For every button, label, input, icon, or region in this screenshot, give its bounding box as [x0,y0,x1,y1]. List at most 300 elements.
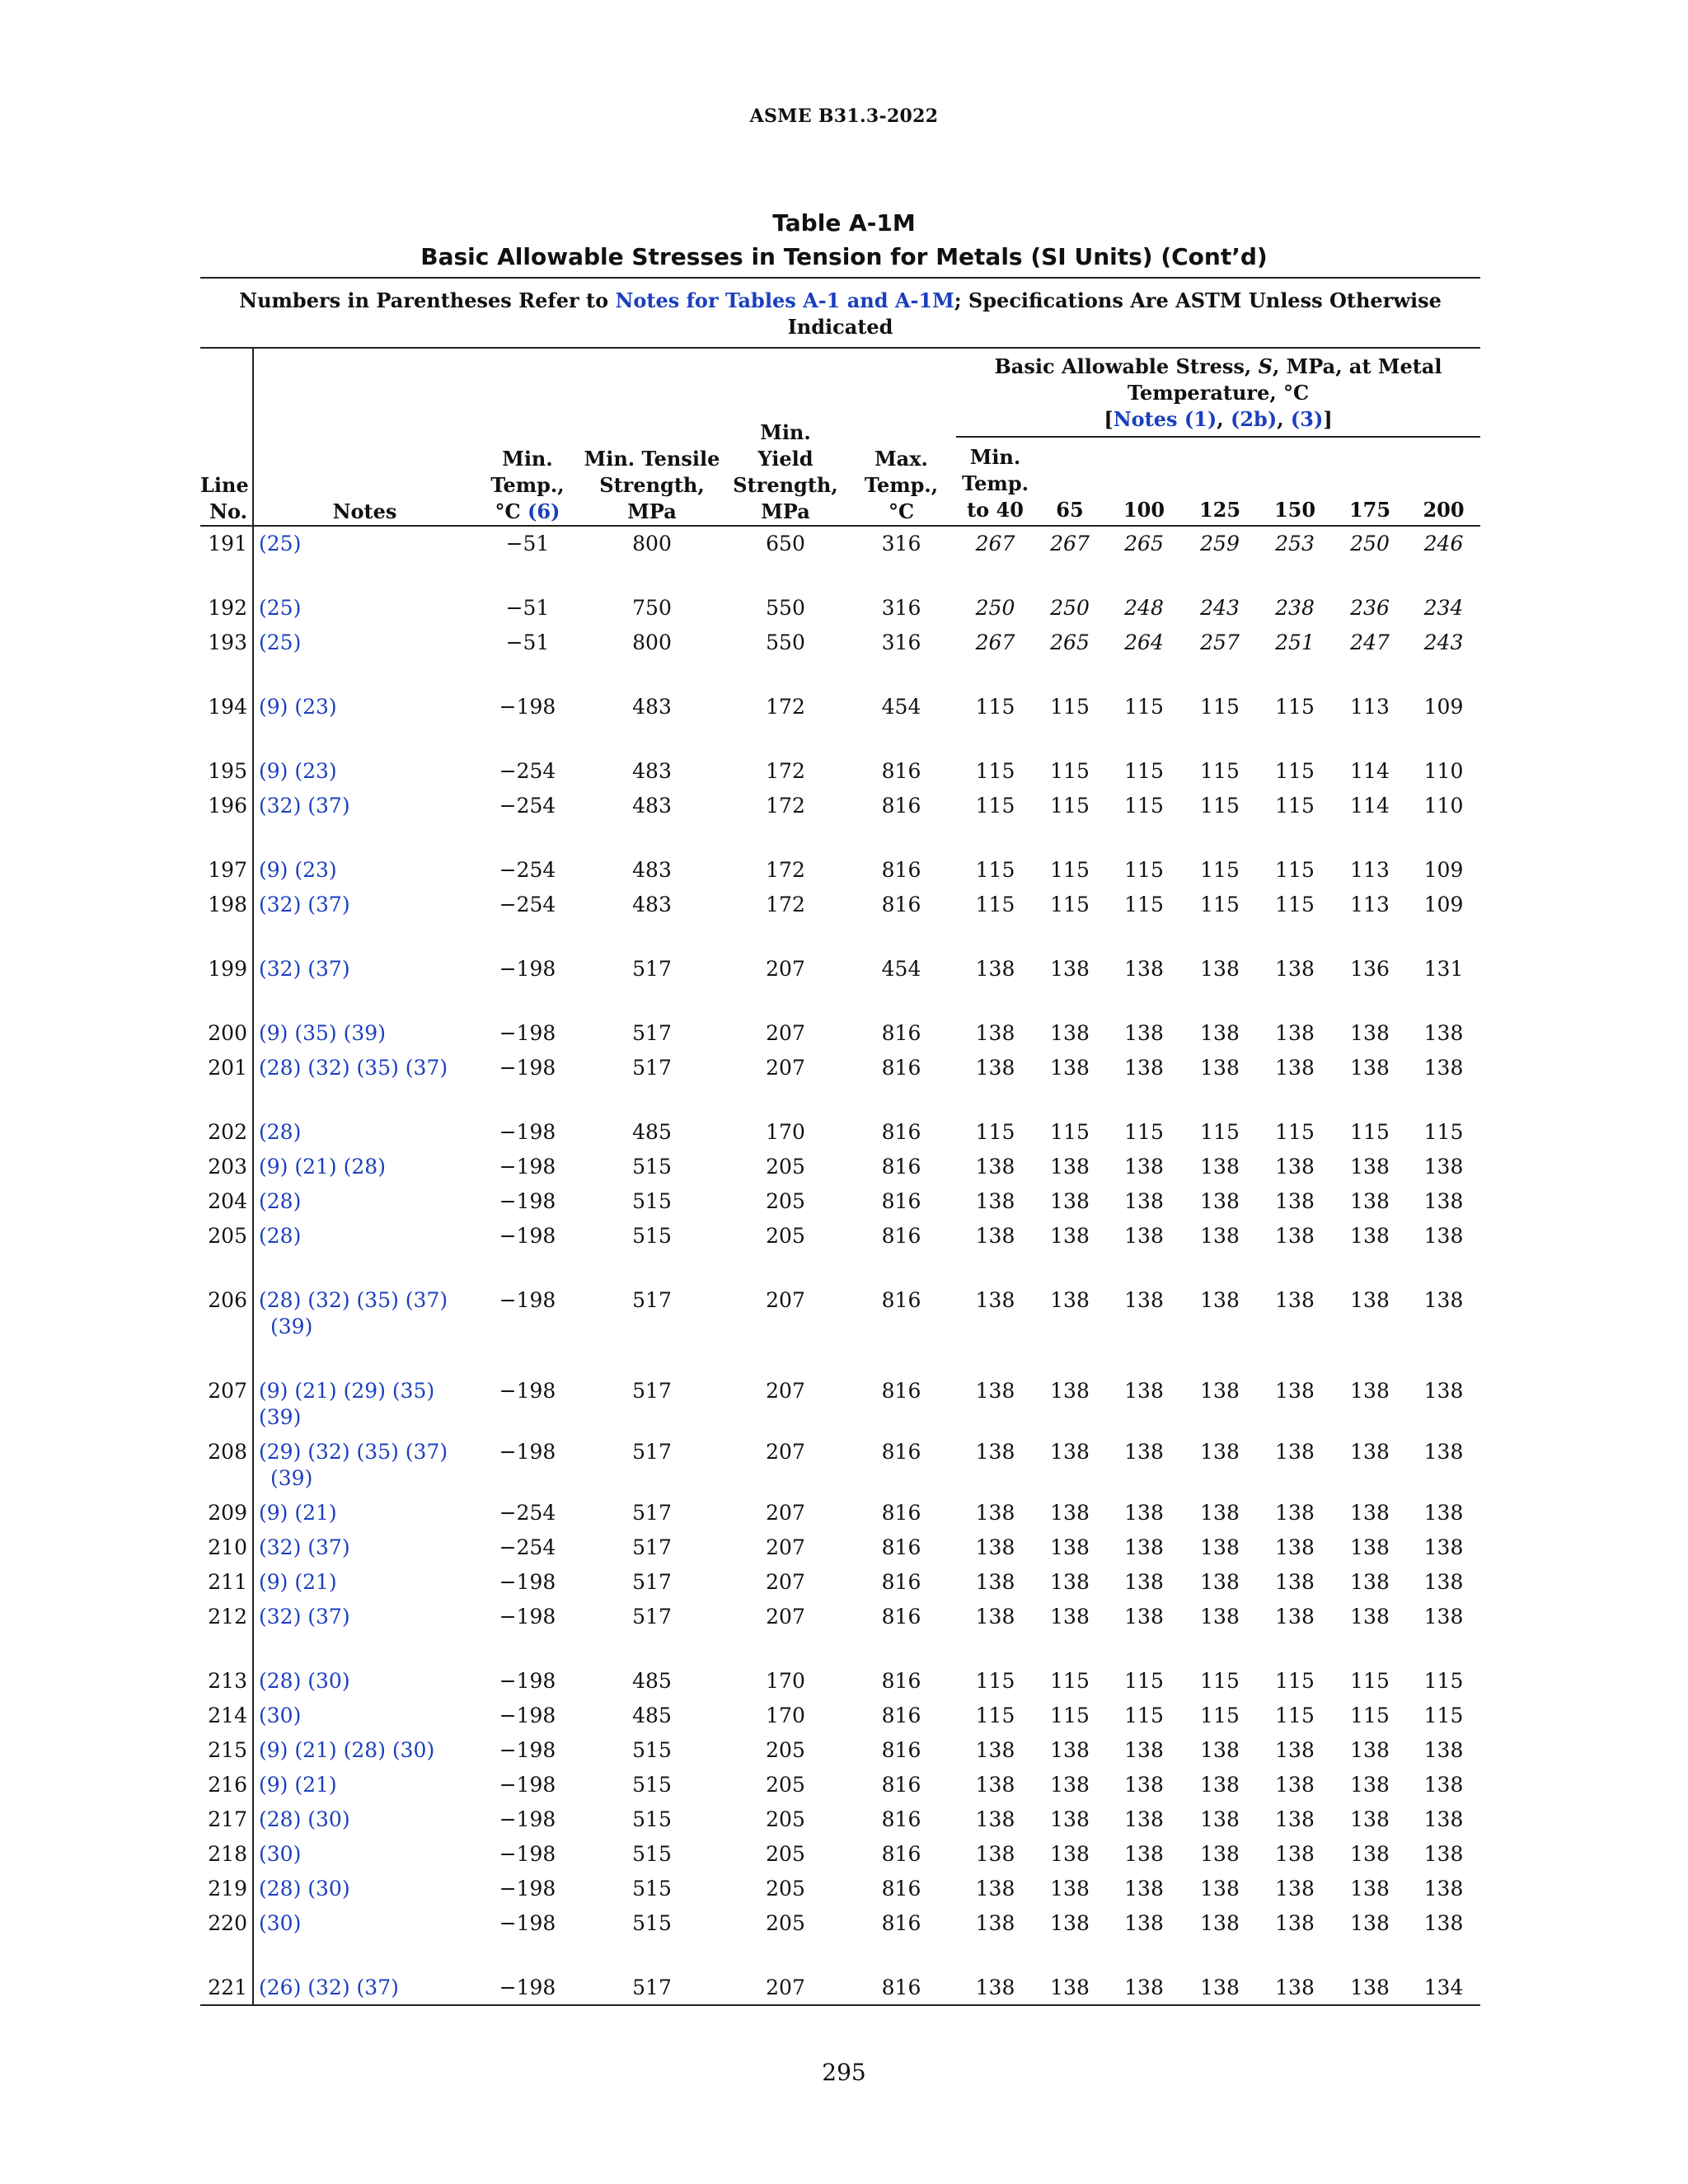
spacer-cell [956,1344,1034,1374]
cell-yield: 205 [766,1224,805,1248]
note-reference-link[interactable]: (28) (32) (35) (37) [259,1056,448,1080]
spacer-cell [1407,922,1480,952]
spacer-cell [1105,1254,1183,1283]
cell-min-temp: −198 [476,1971,579,2005]
header-notes: Notes [253,348,476,526]
notes-cell [253,591,476,626]
cell-tensile: 515 [632,1877,672,1900]
stress-value: 109 [1423,695,1464,719]
note-reference-link[interactable]: (9) (23) [259,858,337,882]
cell-max-temp: 816 [881,1379,921,1403]
allowable-stress-table [200,277,1480,2006]
cell-tensile: 517 [632,1570,672,1594]
cell-max-temp: 816 [881,1120,921,1144]
stress-value: 115 [1200,1669,1240,1693]
header-temp-1: 65 [1034,437,1105,526]
cell-tensile: 517 [632,957,672,981]
cell-min-temp: −198 [499,1738,556,1762]
line-number: 215 [208,1738,247,1762]
table-row [200,1971,1480,2005]
note-reference-link[interactable]: (28) (30) [259,1669,350,1693]
note-reference-link[interactable]: (28) [259,1120,302,1144]
table-row [200,1768,1480,1802]
spacer-cell [724,823,846,853]
stress-value: 138 [1350,1807,1390,1831]
stress-value: 250 [975,596,1015,620]
cell-max-temp: 816 [846,1971,956,2005]
cell-tensile: 515 [632,1773,672,1797]
note-3-link[interactable]: (3) [1290,407,1324,431]
note-reference-link[interactable]: (28) (32) (35) (37) [259,1288,448,1312]
note-reference-link[interactable]: (30) [259,1842,302,1866]
note-reference-link[interactable]: (9) (35) (39) [259,1021,386,1045]
stress-value: 138 [1124,1288,1164,1312]
spacer-cell [1105,1941,1183,1971]
stress-value: 138 [1275,1738,1315,1762]
stress-value: 138 [1423,1605,1464,1629]
cell-yield: 207 [724,1971,846,2005]
stress-value: 138 [1350,1842,1390,1866]
cell-yield: 207 [766,1440,805,1464]
spacer-cell [253,987,476,1016]
spacer-cell [956,660,1034,690]
stress-value: 251 [1275,630,1315,654]
cell-max-temp: 454 [881,957,921,981]
stress-value: 138 [1350,1738,1390,1762]
spacer-cell [1183,1941,1257,1971]
stress-value: 138 [975,1501,1015,1525]
cell-min-temp: −198 [499,1021,556,1045]
spacer-cell [1407,1344,1480,1374]
cell-min-temp: −198 [499,1807,556,1831]
spacer-cell [1183,1344,1257,1374]
stress-value: 138 [1275,1224,1315,1248]
line-number: 201 [208,1056,247,1080]
cell-max-temp: 816 [881,1056,921,1080]
spacer-cell [579,724,724,754]
note-reference-link[interactable]: (9) (21) [259,1501,337,1525]
spacer-cell [253,724,476,754]
spacer-cell [1407,660,1480,690]
cell-max-temp: 816 [881,1021,921,1045]
cell-tensile: 517 [632,1605,672,1629]
notes-cell [253,1016,476,1051]
cell-min-temp: −198 [499,1056,556,1080]
spacer-cell [846,987,956,1016]
line-number: 196 [208,794,247,818]
spacer-cell [1183,660,1257,690]
notes-cell [253,789,476,823]
stress-value: 115 [1275,1669,1315,1693]
header-min-tensile: Min. Tensile Strength, MPa [579,348,724,526]
stress-value: 115 [1050,759,1090,783]
stress-value: 138 [1124,1605,1164,1629]
spacer-cell [1034,724,1105,754]
note-reference-link[interactable]: (32) (37) [259,794,350,818]
note-reference-link[interactable]: (30) [259,1911,302,1935]
spacer-cell [476,660,579,690]
spacer-cell [476,1254,579,1283]
line-number: 203 [208,1155,247,1179]
stress-value: 138 [1350,1535,1390,1559]
stress-value: 138 [975,1570,1015,1594]
note-2b-link[interactable]: (2b) [1230,407,1278,431]
note-reference-link[interactable]: (25) [259,596,302,620]
stress-value: 138 [1050,1605,1090,1629]
cell-tensile: 517 [632,1056,672,1080]
cell-min-temp: −198 [499,957,556,981]
table-row [200,1664,1480,1699]
note-reference-link[interactable]: (39) [270,1315,313,1338]
spacer-cell [1333,1941,1407,1971]
note-reference-link[interactable]: (9) (21) [259,1773,337,1797]
spacer-cell [1407,987,1480,1016]
stress-value: 138 [1124,1379,1164,1403]
notes-cell [253,888,476,922]
running-head: ASME B31.3-2022 [749,105,939,127]
cell-yield: 207 [766,1379,805,1403]
spacer-cell [846,922,956,952]
stress-value: 138 [975,1224,1015,1248]
stress-value: 243 [1423,630,1464,654]
cell-max-temp: 816 [881,1570,921,1594]
line-number: 207 [208,1379,247,1403]
stress-value: 138 [975,1288,1015,1312]
cell-tensile: 517 [632,1379,672,1403]
stress-value: 113 [1350,858,1390,882]
cell-max-temp: 816 [881,1440,921,1464]
cell-max-temp: 316 [881,596,921,620]
notes-cell [253,1184,476,1219]
stress-value: 138 [1275,1605,1315,1629]
stress-value: 115 [975,1669,1015,1693]
stress-value: 138 [1350,1288,1390,1312]
notes-cell [253,1435,476,1496]
notes-cell [253,1115,476,1150]
spacer-cell [253,1254,476,1283]
spacer-cell [1034,561,1105,591]
stress-value: 138 [1423,1773,1464,1797]
line-number: 199 [208,957,247,981]
cell-yield: 207 [766,1056,805,1080]
stress-value: 115 [1124,759,1164,783]
note-reference-link[interactable]: (26) (32) (37) [259,1975,399,1999]
notes-cell [253,1733,476,1768]
stress-value: 264 [1124,630,1164,654]
header-basic-allowable-stress: Basic Allowable Stress, S, MPa, at Metal Temperature, °C [Notes (1), (2b), (3)] [956,348,1480,437]
header-min-yield: Min. Yield Strength, MPa [724,348,846,526]
cell-yield: 205 [766,1842,805,1866]
note-reference-link[interactable]: (32) (37) [259,893,350,916]
cell-max-temp: 816 [881,1877,921,1900]
stress-value: 138 [1200,1807,1240,1831]
spacer-cell [1333,660,1407,690]
table-row [200,1496,1480,1530]
cell-tensile: 515 [632,1155,672,1179]
cell-min-temp: −198 [499,1605,556,1629]
stress-value: 247 [1350,630,1390,654]
cell-tensile: 515 [632,1911,672,1935]
stress-value: 138 [1200,1877,1240,1900]
row-spacer [200,1254,1480,1283]
cell-max-temp: 816 [881,1501,921,1525]
cell-yield: 205 [766,1738,805,1762]
cell-yield: 172 [766,695,805,719]
spacer-cell [1183,561,1257,591]
spacer-cell [1034,987,1105,1016]
note-reference-link[interactable]: (9) (23) [259,695,337,719]
stress-value: 138 [1124,1773,1164,1797]
stress-value: 138 [975,1773,1015,1797]
spacer-cell [1257,1941,1333,1971]
stress-value: 109 [1423,893,1464,916]
note-reference-link[interactable]: (28) (30) [259,1807,350,1831]
spacer-cell [1034,922,1105,952]
stress-value: 138 [1200,1288,1240,1312]
cell-yield: 170 [766,1669,805,1693]
spacer-cell [579,561,724,591]
cell-max-temp: 316 [881,532,921,555]
stress-value: 267 [1050,532,1090,555]
table-row [200,1699,1480,1733]
cell-max-temp: 816 [881,1669,921,1693]
cell-max-temp: 816 [881,1224,921,1248]
notes-cell [253,853,476,888]
note-reference-link[interactable]: (9) (21) [259,1570,337,1594]
spacer-cell [956,561,1034,591]
cell-max-temp: 816 [881,1189,921,1213]
table-row [200,754,1480,789]
stress-value: 138 [1423,1501,1464,1525]
cell-max-temp: 816 [881,1738,921,1762]
stress-value: 138 [1423,1877,1464,1900]
line-number: 216 [208,1773,247,1797]
spacer-cell [724,987,846,1016]
spacer-cell [1183,823,1257,853]
spacer-cell [200,922,253,952]
table-row [200,1283,1480,1344]
cell-max-temp: 816 [881,1911,921,1935]
stress-value: 138 [1423,1056,1464,1080]
notes-cell [253,952,476,987]
stress-value: 257 [1200,630,1240,654]
line-number: 220 [208,1911,247,1935]
cell-yield: 550 [766,596,805,620]
cell-min-temp: −254 [499,1501,556,1525]
table-row [200,1872,1480,1906]
header-temp-2: 100 [1105,437,1183,526]
stress-value: 138 [1124,1535,1164,1559]
stress-value: 138 [1050,1911,1090,1935]
stress-value: 138 [1275,1773,1315,1797]
row-spacer [200,823,1480,853]
cell-min-temp: −254 [499,893,556,916]
spacer-cell [724,1344,846,1374]
cell-tensile: 515 [632,1224,672,1248]
stress-value: 138 [1275,1288,1315,1312]
note-reference-link[interactable]: (28) (30) [259,1877,350,1900]
row-spacer [200,987,1480,1016]
notes-link[interactable]: Notes for Tables A-1 and A-1M [615,288,954,312]
line-number: 214 [208,1704,247,1727]
cell-min-temp: −198 [499,1570,556,1594]
spacer-cell [724,561,846,591]
cell-max-temp: 816 [881,759,921,783]
stress-value: 138 [1124,1056,1164,1080]
cell-tensile: 515 [632,1807,672,1831]
header-temp-4: 150 [1257,437,1333,526]
note-reference-link[interactable]: (9) (23) [259,759,337,783]
note-reference-link[interactable]: (32) (37) [259,1535,350,1559]
allowable-stress-table-container [200,277,1480,2006]
stress-value: 115 [1200,858,1240,882]
stress-value: 138 [1050,1288,1090,1312]
note-reference-link[interactable]: (28) [259,1224,302,1248]
stress-value: 138 [975,1056,1015,1080]
spacer-cell [1105,1085,1183,1115]
line-number: 221 [200,1971,253,2005]
stress-value: 267 [975,532,1015,555]
notes-cell [253,690,476,724]
stress-value: 138 [1200,1155,1240,1179]
line-number: 211 [208,1570,247,1594]
cell-max-temp: 816 [881,1807,921,1831]
stress-value: 138 [1200,957,1240,981]
stress-value: 138 [1105,1971,1183,2005]
note-reference-link[interactable]: (25) [259,532,302,555]
stress-value: 115 [975,858,1015,882]
stress-value: 115 [1050,1669,1090,1693]
stress-value: 113 [1350,893,1390,916]
note-reference-link[interactable]: (32) (37) [259,957,350,981]
note-reference-link[interactable]: (30) [259,1704,302,1727]
note-reference-link[interactable]: (25) [259,630,302,654]
cell-max-temp: 816 [881,1155,921,1179]
stress-value: 138 [1034,1971,1105,2005]
stress-value: 138 [1423,1021,1464,1045]
stress-value: 138 [1200,1773,1240,1797]
stress-value: 138 [1050,1189,1090,1213]
cell-min-temp: −254 [499,759,556,783]
spacer-cell [1105,922,1183,952]
notes-cell [253,626,476,660]
stress-value: 115 [1050,1704,1090,1727]
stress-value: 138 [1350,1501,1390,1525]
cell-yield: 205 [766,1911,805,1935]
note-reference-link[interactable]: (9) (21) (29) (35) (39) [259,1379,435,1429]
spacer-cell [253,1634,476,1664]
stress-value: 138 [1275,1379,1315,1403]
line-number: 210 [208,1535,247,1559]
spacer-cell [253,922,476,952]
stress-value: 138 [1275,1911,1315,1935]
row-spacer [200,1344,1480,1374]
spacer-cell [476,1344,579,1374]
stress-value: 138 [1200,1224,1240,1248]
note-reference-link[interactable]: (9) (21) (28) [259,1155,386,1179]
spacer-cell [1407,1634,1480,1664]
cell-tensile: 485 [632,1704,672,1727]
cell-min-temp: −198 [499,1911,556,1935]
table-row [200,1435,1480,1496]
cell-max-temp: 816 [881,893,921,916]
stress-value: 259 [1200,532,1240,555]
cell-max-temp: 816 [881,1605,921,1629]
spacer-cell [1183,987,1257,1016]
note-reference-link[interactable]: (32) (37) [259,1605,350,1629]
stress-value: 115 [1275,1120,1315,1144]
stress-value: 138 [1423,1288,1464,1312]
cell-yield: 205 [766,1155,805,1179]
spacer-cell [956,1941,1034,1971]
stress-value: 138 [1257,1971,1333,2005]
cell-min-temp: −198 [499,1842,556,1866]
spacer-cell [200,1941,253,1971]
note-reference-link[interactable]: (29) (32) (35) (37) [259,1440,448,1464]
cell-min-temp: −198 [499,695,556,719]
stress-value: 138 [975,1807,1015,1831]
spacer-cell [846,660,956,690]
cell-tensile: 517 [632,1501,672,1525]
spacer-cell [200,660,253,690]
row-spacer [200,724,1480,754]
stress-value: 138 [1124,1021,1164,1045]
spacer-cell [956,823,1034,853]
note-reference-link[interactable]: (39) [270,1466,313,1490]
spacer-cell [579,1254,724,1283]
line-number: 204 [208,1189,247,1213]
stress-value: 138 [1050,1535,1090,1559]
stress-value: 138 [1275,1570,1315,1594]
stress-value: 115 [1275,794,1315,818]
note-reference-link[interactable]: (28) [259,1189,302,1213]
stress-value: 138 [1200,1440,1240,1464]
cell-yield: 170 [766,1120,805,1144]
spacer-cell [476,922,579,952]
notes-cell [253,1971,476,2005]
stress-value: 131 [1423,957,1464,981]
spacer-cell [1407,1254,1480,1283]
spacer-cell [253,1941,476,1971]
cell-max-temp: 816 [881,1288,921,1312]
stress-value: 138 [1050,1773,1090,1797]
spacer-cell [1257,1344,1333,1374]
table-row [200,1051,1480,1085]
stress-value: 138 [1423,1911,1464,1935]
note-6-link[interactable]: (6) [528,499,560,523]
line-number: 200 [208,1021,247,1045]
notes-cell [253,1802,476,1837]
notes-cell [253,1283,476,1344]
spacer-cell [956,987,1034,1016]
cell-tensile: 483 [632,893,672,916]
table-row [200,1016,1480,1051]
stress-value: 115 [1124,794,1164,818]
spacer-cell [1034,1254,1105,1283]
stress-value: 138 [1050,1021,1090,1045]
stress-value: 138 [975,1155,1015,1179]
stress-value: 115 [1350,1669,1390,1693]
note-1-link[interactable]: Notes (1) [1113,407,1217,431]
cell-max-temp: 316 [881,630,921,654]
cell-max-temp: 816 [881,1535,921,1559]
spacer-cell [1257,561,1333,591]
note-reference-link[interactable]: (9) (21) (28) (30) [259,1738,435,1762]
cell-yield: 172 [766,759,805,783]
spacer-cell [956,1634,1034,1664]
stress-value: 115 [1124,1120,1164,1144]
cell-yield: 205 [766,1807,805,1831]
